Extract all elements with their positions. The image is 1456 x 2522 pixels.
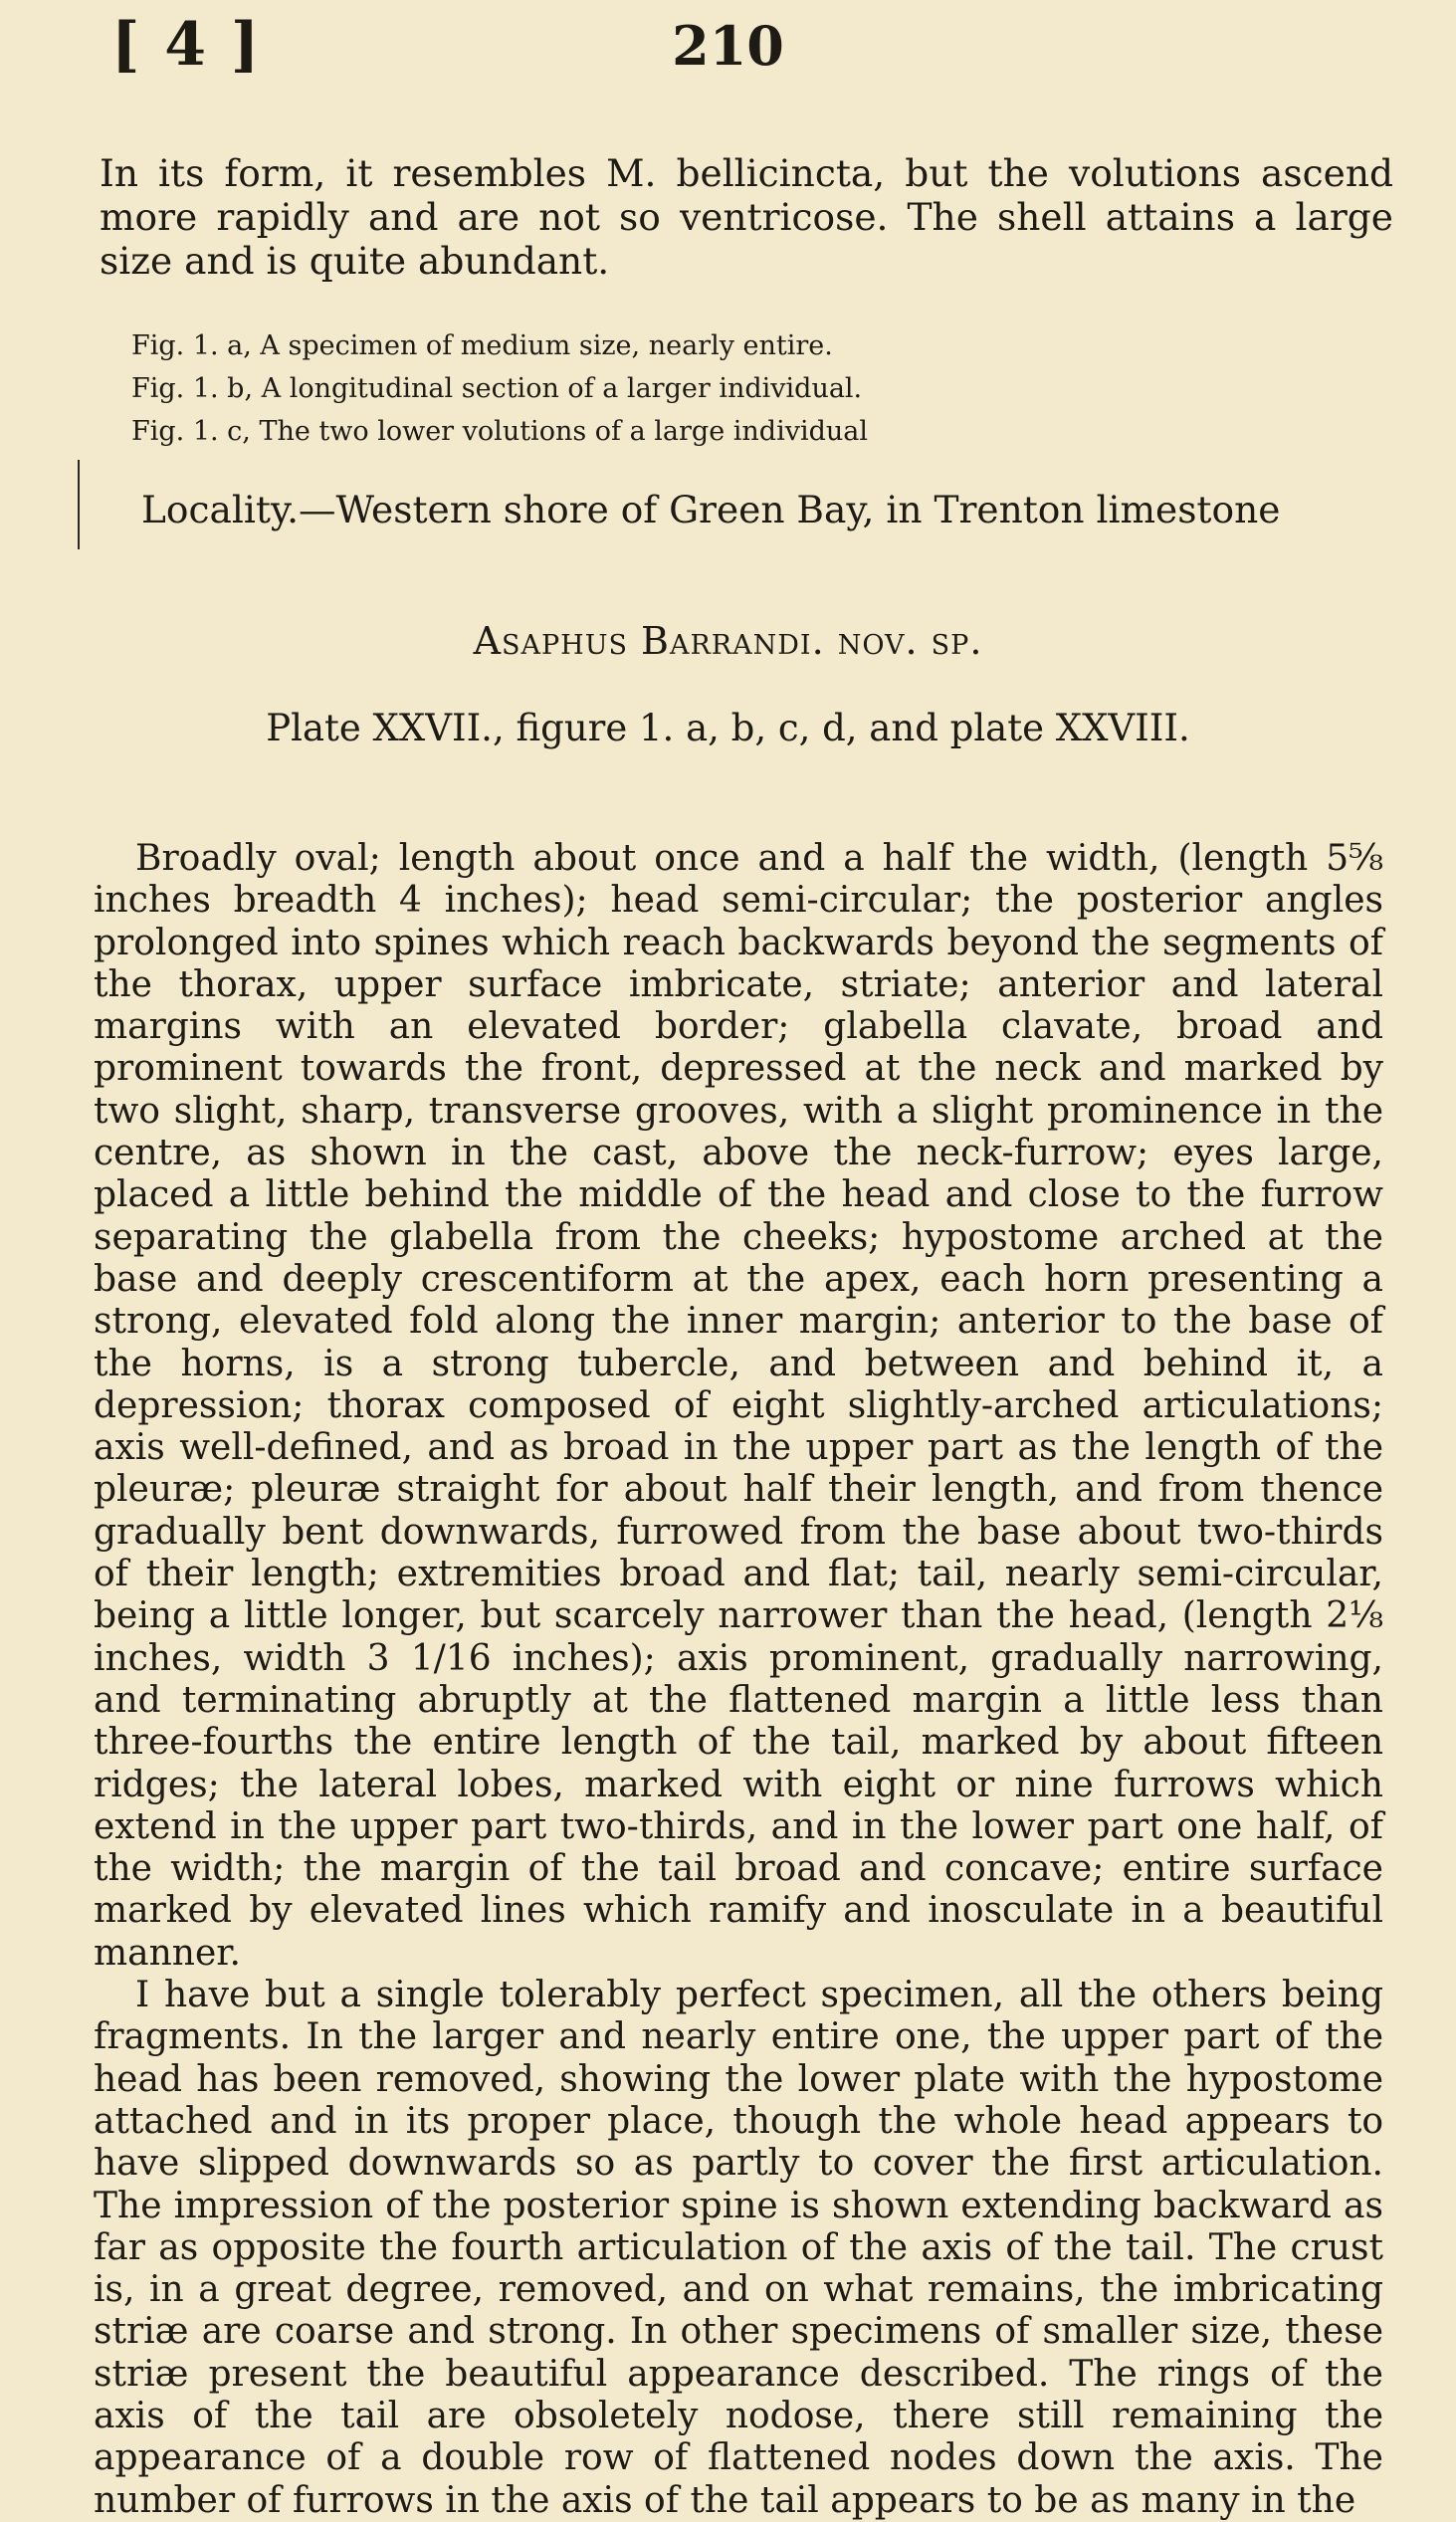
description-paragraph: Broadly oval; length about once and a half the width, (length 5⅝ inches breadth 4 inches); head semi-circular; the posterior angles prolonged into spines which reach backwards beyond the segments of the thorax, upper surface imbricate, striate; anterior and lateral margins with an elevated border; glabella clavate, broad and prominent towards the front, depressed at the neck and marked by two slight, sharp, transverse grooves, with a slight prominence in the centre, as shown in the cast, above the neck-furrow; eyes large, placed a little behind the middle of the head and close to the furrow separating the glabella from the cheeks; hypostome arched at the base and deeply crescentiform at the apex, each horn presenting a strong, elevated fold along the inner margin; anterior to the base of the horns, is a strong tubercle, and between and behind it, a depression; thorax composed of eight slightly-arched articulations; axis well-defined, and as broad in the upper part as the length of the pleuræ; pleuræ straight for about half their length, and from thence gradually bent downwards, furrowed from the base about two-thirds of their length; extremities broad and flat; tail, nearly semi-circular, being a little longer, but scarcely narrower than the head, (length 2⅛ inches, width 3 1/16 inches); axis prominent, gradually narrowing, and terminating abruptly at the flattened margin a little less than three-fourths the entire length of the tail, marked by about fifteen ridges; the lateral lobes, marked with eight or nine furrows which extend in the upper part two-thirds, and in the lower part one half, of the width; the margin of the tail broad and concave; entire surface marked by elevated lines which ramify and inosculate in a beautiful manner. bbox=[94, 838, 1383, 1974]
locality-line: Locality.—Western shore of Green Bay, in Trenton limestone bbox=[141, 488, 1281, 531]
figure-caption: Fig. 1. c, The two lower volutions of a large individual bbox=[131, 416, 869, 447]
figure-caption: Fig. 1. b, A longitudinal section of a larger individual. bbox=[131, 373, 863, 404]
figure-captions bbox=[131, 324, 868, 453]
intro-paragraph: In its form, it resembles M. bellicincta, but the volutions ascend more rapidly and are not so ventricose. The shell attains a large size and is quite abundant. bbox=[100, 151, 1393, 283]
margin-mark bbox=[78, 460, 82, 549]
species-heading: Asaphus Barrandi. nov. sp. bbox=[473, 619, 983, 663]
body-text bbox=[94, 838, 1383, 2522]
remarks-paragraph: I have but a single tolerably perfect specimen, all the others being fragments. In the larger and nearly entire one, the upper part of the head has been removed, showing the lower plate with the hypostome attached and in its proper place, though the whole head appears to have slipped downwards so as partly to cover the first articulation. The impression of the posterior spine is shown extending backward as far as opposite the fourth articulation of the axis of the tail. The crust is, in a great degree, removed, and on what remains, the imbricating striæ are coarse and strong. In other specimens of smaller size, these striæ present the beautiful appearance described. The rings of the axis of the tail are obsoletely nodose, there still remaining the appearance of a double row of flattened nodes down the axis. The number of furrows in the axis of the tail appears to be as many in the bbox=[94, 1975, 1383, 2521]
figure-caption: Fig. 1. a, A specimen of medium size, nearly entire. bbox=[131, 330, 833, 361]
bracket-number: [ 4 ] bbox=[111, 10, 262, 80]
page-number: 210 bbox=[672, 14, 784, 78]
plate-reference: Plate XXVII., figure 1. a, b, c, d, and plate XXVIII. bbox=[266, 707, 1190, 749]
